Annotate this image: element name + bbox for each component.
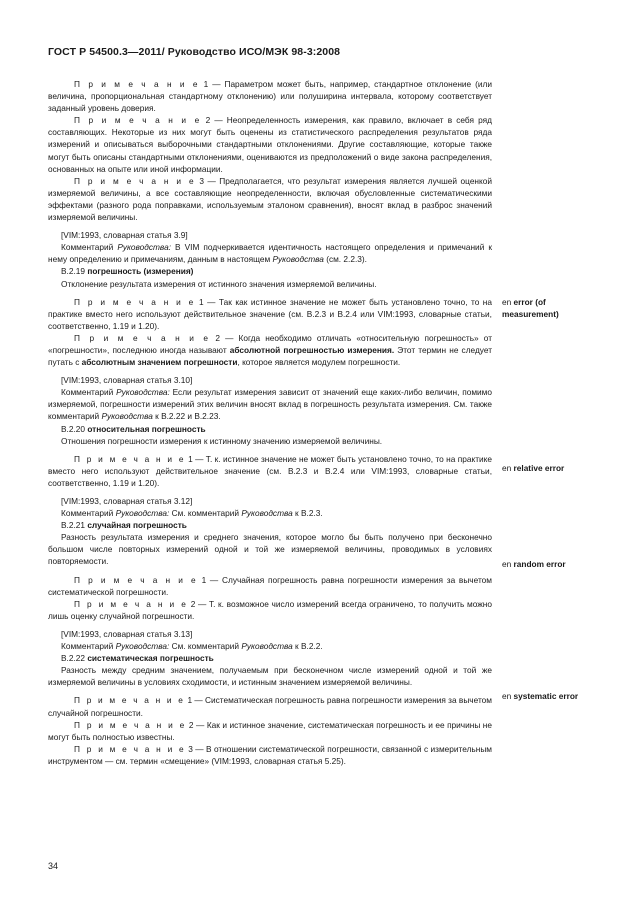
en-term: relative error [513,463,565,473]
note-text: 2 — Т. к. возможное число измерений всегда ограничено, то получить можно лишь оценку случайной погрешности. [48,598,492,621]
en-equivalent-relative-error [502,462,602,474]
term-title: случайная погрешность [87,520,187,531]
term-title: относительная погрешность [87,423,206,434]
en-term: error (of measurement) [502,297,559,320]
comment-label: Комментарий [61,242,114,253]
term-number: B.2.19 [61,266,85,277]
comment-text: (см. 2.2.3). [323,254,367,265]
note-label: П р и м е ч а н и е [74,719,187,730]
note-paragraph [48,175,492,223]
vim-reference: [VIM:1993, словарная статья 3.10] [61,375,193,386]
term-heading [48,423,492,435]
term-heading [48,265,492,277]
note-label: П р и м е ч а н и е [74,453,186,464]
guide-comment [48,386,492,422]
comment-label: Комментарий [61,508,114,519]
guide-label: Руководства [272,254,324,265]
note-text: 3 — В отношении систематической погрешности, связанной с измерительным инструментом — см. термин «смещение» (VIM:1993, словарная статья 5.25). [48,743,492,766]
guide-label: Руководства: [117,242,172,253]
guide-label: Руководства [241,641,293,652]
term-number: B.2.20 [61,423,85,434]
note-bold-text: абсолютным значением погрешности [81,357,238,368]
note-text: 2 — Когда необходимо отличать «относительную погрешность» от «погрешности», последнюю иногда называют [48,332,492,355]
term-title: погрешность (измерения) [87,266,194,277]
note-paragraph [48,719,492,743]
note-text: Этот термин не следует путать с [48,344,493,368]
comment-text: Если результат измерения зависит от значений еще каких-либо величин, помимо измеряемой, погрешности измерений этих величин вносят вклад в погрешность результата измерения. См. также комментарий [48,387,492,422]
term-definition: Отношения погрешности измерения к истинному значению измеряемой величины. [61,435,383,446]
term-definition: Разность между средним значением, получаемым при бесконечном числе измерений одной и той же измеряемой величины в условиях сходимости, и истинным значением измеряемой величины. [48,665,492,688]
comment-label: Комментарий [61,387,114,398]
main-column [48,78,492,767]
note-paragraph [48,743,492,767]
note-label: П р и м е ч а н и е [74,115,202,126]
en-equivalent-random-error [502,558,602,570]
guide-comment [48,241,492,265]
note-label: П р и м е ч а н и е [74,598,189,609]
note-label: П р и м е ч а н и е [74,332,211,343]
en-label: en [502,297,512,307]
note-text: 2 — Неопределенность измерения, как правило, включает в себя ряд составляющих. Некоторые из них могут быть оценены из статистического распределения результатов ряда измерений и описываться выборочными стандартными отклонениями. Другие составляющие, которые также могут быть описаны стандартными отклонениями, оцениваются из предположений о виде закона распределения, основанных на опыте или иной информации. [48,115,492,174]
note-text: 1 — Т. к. истинное значение не может быть установлено точно, то на практике вместо него используют действительное значение (см. B.2.3 и B.2.4 или VIM:1993, словарные статьи, соответственно, 1.19 и 1.20). [48,453,492,488]
en-term: systematic error [513,691,579,701]
en-equivalent-error [502,296,602,320]
note-text: 1 — Параметром может быть, например, стандартное отклонение (или величина, пропорциональная стандартному отклонению) или полуширина интервала, которому соответствует заданный уровень доверия. [48,79,492,114]
comment-text: к B.2.3. [292,508,323,519]
en-term: random error [513,559,566,569]
guide-label: Руководства: [115,508,170,519]
note-text: 2 — Как и истинное значение, систематическая погрешность и ее причины не могут быть полностью известны. [48,719,492,742]
note-text: 1 — Систематическая погрешность равна погрешности измерения за вычетом случайной погрешности. [48,695,492,718]
guide-label: Руководства: [115,641,170,652]
note-label: П р и м е ч а н и е [74,695,186,706]
note-label: П р и м е ч а н и е [74,574,198,585]
vim-reference: [VIM:1993, словарная статья 3.12] [61,496,193,506]
comment-text: к B.2.2. [292,641,323,652]
note-text: 1 — Случайная погрешность равна погрешности измерения за вычетом систематической погрешности. [48,574,492,597]
note-text: 1 — Так как истинное значение не может быть установлено точно, то на практике вместо него используют действительное значение (см. B.2.3 и B.2.4 или VIM:1993, словарные статьи, соответственно, 1.19 и 1.20). [48,296,492,331]
term-definition: Отклонение результата измерения от истинного значения измеряемой величины. [61,278,377,289]
note-paragraph [48,114,492,174]
note-label: П р и м е ч а н и е [74,743,186,754]
note-bold-text: абсолютной погрешностью измерения. [229,344,395,355]
note-label: П р и м е ч а н и е [74,296,196,307]
note-paragraph [48,78,492,114]
note-label: П р и м е ч а н и е [74,175,196,186]
guide-comment [48,507,492,519]
comment-text: См. комментарий [169,641,242,652]
vim-reference: [VIM:1993, словарная статья 3.13] [61,628,193,639]
guide-label: Руководства [241,508,293,519]
term-number: B.2.21 [61,520,85,531]
term-title: систематическая погрешность [87,653,214,664]
term-definition: Разность результата измерения и среднего значения, которое могло бы быть получено при бесконечно большом числе повторных измерений одной и той же измеряемой величины, проводимых в условиях повторяемости. [48,532,492,567]
note-paragraph [48,598,492,622]
note-paragraph [48,694,492,718]
guide-label: Руководства [101,411,153,422]
term-number: B.2.22 [61,653,85,664]
vim-reference: [VIM:1993, словарная статья 3.9] [61,230,188,241]
comment-label: Комментарий [61,641,114,652]
note-text: 3 — Предполагается, что результат измерения является лучшей оценкой измеряемой величины, а все составляющие неопределенности, включая обусловленные систематическими эффектами (разного рода поправками, используемым эталоном сравнения), вносят вклад в разброс значений измеряемой величины. [48,175,492,223]
comment-text: В VIM подчеркивается идентичность настоящего определения и примечаний к нему определению и примечаниям, данным в настоящем [48,242,492,265]
note-text: , которое является модулем погрешности. [237,357,401,368]
guide-comment [48,640,492,652]
term-heading [48,652,492,664]
term-heading [48,519,492,531]
en-label: en [502,691,512,701]
document-header: ГОСТ Р 54500.3—2011/ Руководство ИСО/МЭК 98-3:2008 [48,46,341,58]
guide-label: Руководства: [116,387,170,398]
note-label: П р и м е ч а н и е [74,79,200,89]
note-paragraph [48,296,492,332]
en-label: en [502,559,512,569]
note-paragraph [48,453,492,489]
comment-text: См. комментарий [169,508,242,519]
note-paragraph [48,574,492,598]
en-label: en [502,463,512,473]
note-paragraph [48,332,492,368]
comment-text: к B.2.22 и B.2.23. [152,411,221,422]
en-equivalent-systematic-error [502,690,582,702]
page-number: 34 [48,861,59,871]
